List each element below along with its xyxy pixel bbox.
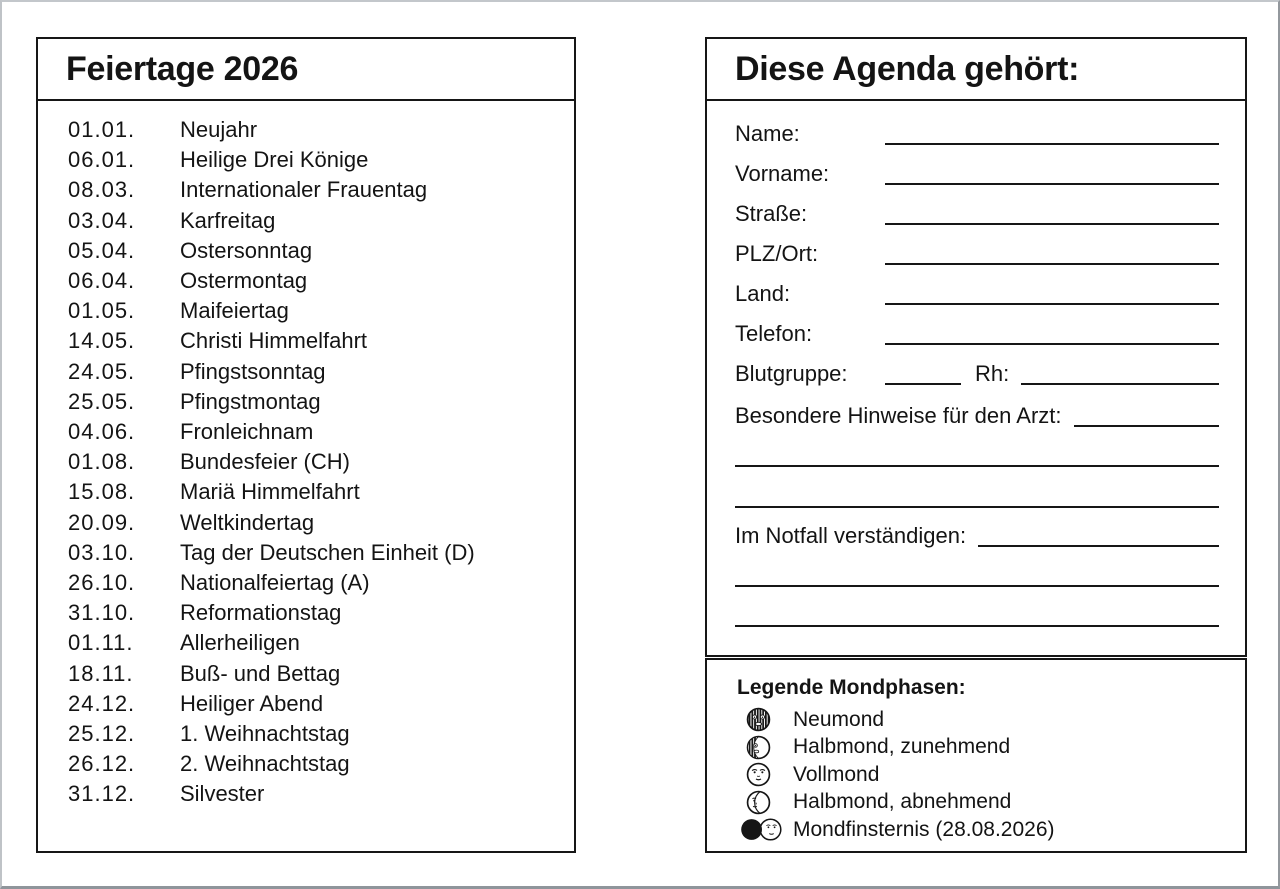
form-field-label: Straße:	[735, 200, 808, 226]
emergency-contact-row	[735, 508, 1219, 547]
holiday-name: Bundesfeier (CH)	[180, 449, 350, 475]
form-field-row	[735, 145, 1219, 185]
form-field-row	[735, 105, 1219, 145]
holiday-row	[68, 296, 556, 326]
holiday-name: Reformationstag	[180, 600, 342, 626]
holiday-row	[68, 326, 556, 356]
holiday-name: Nationalfeiertag (A)	[180, 570, 370, 596]
holiday-row	[68, 387, 556, 417]
holiday-name: Internationaler Frauentag	[180, 177, 428, 203]
legend-label: Halbmond, zunehmend	[793, 735, 1011, 759]
holiday-row	[68, 659, 556, 689]
holiday-row	[68, 779, 556, 809]
holiday-row	[68, 568, 556, 598]
new-moon-icon	[741, 707, 793, 732]
blank-write-line	[885, 343, 1219, 345]
holiday-date: 04.06.	[68, 419, 136, 445]
holiday-name: Weltkindertag	[180, 509, 315, 535]
holiday-date: 01.01.	[68, 117, 136, 142]
holiday-date: 01.05.	[68, 298, 136, 324]
owner-form	[707, 101, 1245, 627]
holiday-name: Allerheiligen	[180, 630, 300, 656]
form-field-label: Telefon:	[735, 320, 813, 346]
holiday-row	[68, 447, 556, 477]
blank-write-line	[735, 506, 1219, 508]
blank-write-line	[978, 545, 1219, 547]
legend-row	[707, 761, 1245, 789]
blank-write-line	[735, 465, 1219, 467]
holiday-date: 05.04.	[68, 237, 136, 263]
blank-write-line	[1074, 425, 1219, 427]
holiday-row	[68, 417, 556, 447]
holiday-row	[68, 598, 556, 628]
holiday-date: 06.04.	[68, 268, 136, 294]
blank-write-line	[885, 263, 1219, 265]
form-field-row	[735, 305, 1219, 345]
full-moon-icon	[741, 762, 793, 787]
blank-row	[735, 467, 1219, 508]
waxing-half-moon-icon	[741, 735, 793, 760]
holiday-row	[68, 115, 556, 145]
holiday-date: 03.10.	[68, 539, 136, 565]
holiday-date: 01.08.	[68, 449, 136, 475]
owner-standard-fields	[735, 105, 1219, 345]
holiday-row	[68, 206, 556, 236]
holiday-row	[68, 508, 556, 538]
holiday-name: Neujahr	[180, 117, 258, 142]
form-field-label: Name:	[735, 120, 800, 146]
legend-label: Mondfinsternis (28.08.2026)	[793, 817, 1055, 841]
holiday-name: Tag der Deutschen Einheit (D)	[180, 539, 475, 565]
holiday-row	[68, 538, 556, 568]
holiday-date: 25.12.	[68, 721, 136, 747]
holiday-row	[68, 719, 556, 749]
blank-row	[735, 427, 1219, 467]
blank-write-line	[885, 223, 1219, 225]
holiday-name: Fronleichnam	[180, 419, 314, 445]
owner-header	[707, 39, 1245, 101]
holiday-name: 1. Weihnachtstag	[180, 721, 350, 747]
holiday-name: Karfreitag	[180, 207, 276, 233]
holidays-title: Feiertage 2026	[66, 49, 299, 88]
holidays-panel	[36, 37, 576, 853]
blank-write-line	[885, 303, 1219, 305]
blank-row	[735, 587, 1219, 627]
legend-row	[707, 706, 1245, 734]
holiday-date: 15.08.	[68, 479, 136, 505]
holiday-name: Mariä Himmelfahrt	[180, 479, 360, 505]
legend-label: Vollmond	[793, 762, 880, 786]
holiday-date: 08.03.	[68, 177, 136, 203]
holiday-date: 14.05.	[68, 328, 136, 354]
waning-half-moon-icon	[741, 790, 793, 815]
blank-write-line	[735, 625, 1219, 627]
holiday-date: 26.12.	[68, 751, 136, 777]
moon-legend-panel	[705, 658, 1247, 853]
holiday-row	[68, 689, 556, 719]
rh-label: Rh:	[975, 360, 1010, 386]
holiday-row	[68, 749, 556, 779]
holiday-row	[68, 628, 556, 658]
holiday-name: 2. Weihnachtstag	[180, 751, 350, 777]
doctor-notes-label: Besondere Hinweise für den Arzt:	[735, 402, 1062, 428]
form-field-row	[735, 265, 1219, 305]
holiday-name: Heiliger Abend	[180, 690, 324, 716]
holiday-date: 01.11.	[68, 630, 134, 656]
holiday-date: 18.11.	[68, 660, 134, 686]
blood-group-row	[735, 345, 1219, 385]
holiday-name: Pfingstmontag	[180, 388, 321, 414]
legend-label: Halbmond, abnehmend	[793, 790, 1012, 814]
holiday-date: 20.09.	[68, 509, 136, 535]
holiday-row	[68, 266, 556, 296]
legend-title: Legende Mondphasen:	[737, 676, 966, 699]
holiday-name: Ostersonntag	[180, 237, 313, 263]
holiday-name: Buß- und Bettag	[180, 660, 341, 686]
lunar-eclipse-icon	[741, 817, 793, 842]
holiday-row	[68, 357, 556, 387]
holiday-name: Silvester	[180, 781, 265, 807]
holiday-date: 03.04.	[68, 207, 136, 233]
holiday-name: Christi Himmelfahrt	[180, 328, 368, 354]
holiday-date: 06.01.	[68, 147, 136, 173]
holidays-header	[38, 39, 574, 101]
form-field-row	[735, 185, 1219, 225]
legend-label: Neumond	[793, 707, 885, 731]
form-field-label: PLZ/Ort:	[735, 240, 819, 266]
holiday-date: 31.12.	[68, 781, 136, 807]
form-field-label: Land:	[735, 280, 791, 306]
blood-group-label: Blutgruppe:	[735, 360, 848, 386]
blank-row	[735, 547, 1219, 587]
doctor-notes-row	[735, 385, 1219, 427]
holiday-date: 24.12.	[68, 690, 136, 716]
legend-row	[707, 789, 1245, 817]
holiday-date: 24.05.	[68, 358, 136, 384]
owner-title: Diese Agenda gehört:	[735, 49, 1080, 88]
blank-write-line	[885, 143, 1219, 145]
holiday-row	[68, 477, 556, 507]
holiday-name: Heilige Drei Könige	[180, 147, 369, 173]
legend-row	[707, 734, 1245, 762]
form-field-label: Vorname:	[735, 160, 830, 186]
owner-panel	[705, 37, 1247, 657]
legend-row	[707, 816, 1245, 844]
holidays-list	[38, 101, 574, 810]
form-field-row	[735, 225, 1219, 265]
blank-write-line	[1021, 383, 1219, 385]
holiday-date: 25.05.	[68, 388, 136, 414]
blank-write-line	[885, 383, 961, 385]
holiday-name: Ostermontag	[180, 268, 308, 294]
holiday-row	[68, 236, 556, 266]
holiday-name: Maifeiertag	[180, 298, 289, 324]
emergency-contact-label: Im Notfall verständigen:	[735, 522, 967, 548]
holiday-date: 31.10.	[68, 600, 136, 626]
blank-write-line	[735, 585, 1219, 587]
holiday-name: Pfingstsonntag	[180, 358, 326, 384]
holiday-row	[68, 175, 556, 205]
blank-write-line	[885, 183, 1219, 185]
holiday-date: 26.10.	[68, 570, 136, 596]
holiday-row	[68, 145, 556, 175]
